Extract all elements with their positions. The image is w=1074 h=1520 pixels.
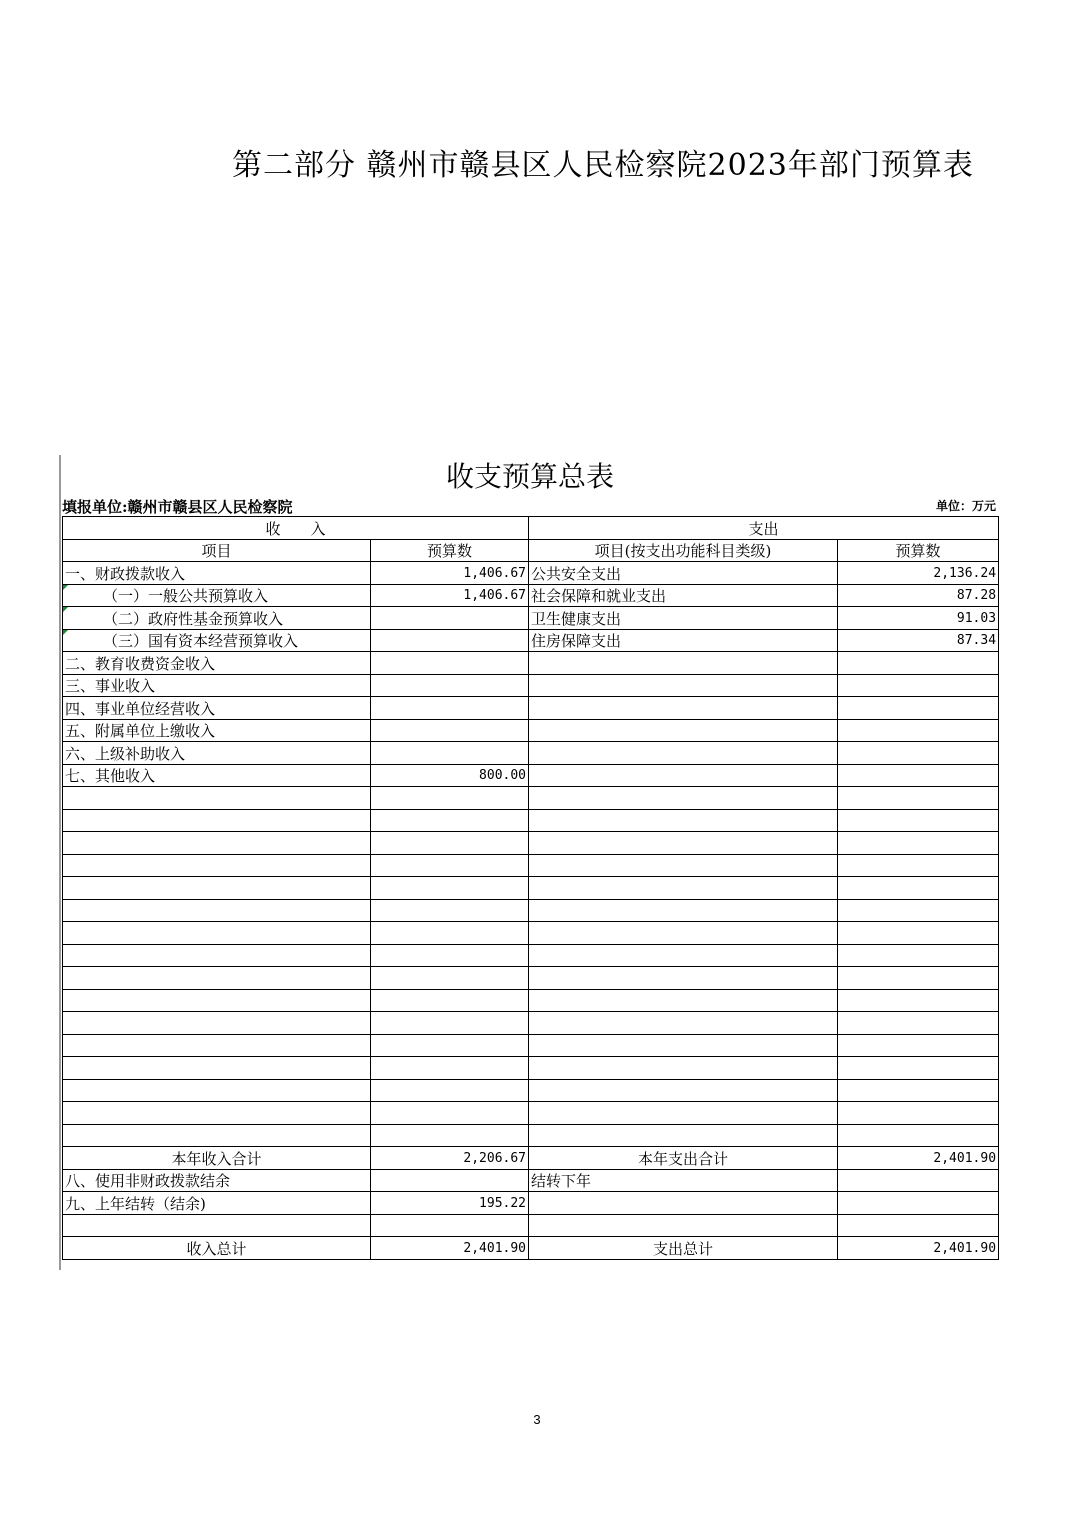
income-amount: [371, 629, 529, 652]
expenditure-amount: [838, 674, 999, 697]
income-amount: 800.00: [371, 764, 529, 787]
expenditure-item: 卫生健康支出: [529, 607, 838, 630]
empty-row: [63, 854, 999, 877]
empty-row: [63, 1079, 999, 1102]
prior-year-carryover-label: 九、上年结转（结余): [63, 1192, 371, 1215]
expenditure-amount: [838, 1192, 999, 1215]
non-fiscal-balance-amount: [371, 1169, 529, 1192]
carry-next-year-amount: [838, 1169, 999, 1192]
expenditure-item: [529, 742, 838, 765]
table-row: [63, 562, 999, 585]
empty-row: [63, 787, 999, 810]
expenditure-section-header: 支出: [529, 517, 999, 540]
table-row: [63, 1169, 999, 1192]
income-item: 六、上级补助收入: [63, 742, 371, 765]
expenditure-amount: 87.34: [838, 629, 999, 652]
expenditure-item: [529, 697, 838, 720]
empty-row: [63, 1214, 999, 1237]
expenditure-amount: 91.03: [838, 607, 999, 630]
expenditure-item: [529, 652, 838, 675]
table-row: [63, 1192, 999, 1215]
income-item: 二、教育收费资金收入: [63, 652, 371, 675]
income-item: （一）一般公共预算收入: [63, 584, 371, 607]
expenditure-amount: [838, 764, 999, 787]
header-row-sections: [63, 517, 999, 540]
empty-row: [63, 922, 999, 945]
empty-row: [63, 1057, 999, 1080]
expenditure-year-total-label: 本年支出合计: [529, 1147, 838, 1170]
expenditure-budget-header: 预算数: [838, 539, 999, 562]
empty-row: [63, 899, 999, 922]
empty-row: [63, 877, 999, 900]
expenditure-amount: [838, 742, 999, 765]
income-amount: 1,406.67: [371, 584, 529, 607]
income-budget-header: 预算数: [371, 539, 529, 562]
income-amount: [371, 719, 529, 742]
income-grand-total-label: 收入总计: [63, 1237, 371, 1260]
expenditure-item-header: 项目(按支出功能科目类级): [529, 539, 838, 562]
empty-row: [63, 967, 999, 990]
table-row: [63, 652, 999, 675]
income-amount: [371, 697, 529, 720]
table-row: [63, 719, 999, 742]
income-item: 五、附属单位上缴收入: [63, 719, 371, 742]
empty-row: [63, 832, 999, 855]
reporting-unit: 填报单位:赣州市赣县区人民检察院: [62, 498, 293, 516]
income-amount: [371, 607, 529, 630]
expenditure-grand-total-amount: 2,401.90: [838, 1237, 999, 1260]
income-year-total-amount: 2,206.67: [371, 1147, 529, 1170]
table-row: [63, 629, 999, 652]
empty-row: [63, 1034, 999, 1057]
income-item: 一、财政拨款收入: [63, 562, 371, 585]
expenditure-item: [529, 719, 838, 742]
expenditure-amount: 87.28: [838, 584, 999, 607]
income-item: （二）政府性基金预算收入: [63, 607, 371, 630]
expenditure-item: [529, 674, 838, 697]
income-grand-total-amount: 2,401.90: [371, 1237, 529, 1260]
income-item: 三、事业收入: [63, 674, 371, 697]
empty-row: [63, 944, 999, 967]
expenditure-item: 公共安全支出: [529, 562, 838, 585]
expenditure-year-total-amount: 2,401.90: [838, 1147, 999, 1170]
income-item: 七、其他收入: [63, 764, 371, 787]
left-margin-rule: [59, 455, 61, 1270]
income-section-header: 收 入: [63, 517, 529, 540]
table-row: [63, 674, 999, 697]
budget-summary-table: [62, 516, 999, 1260]
currency-unit: 单位：万元: [935, 499, 996, 513]
expenditure-amount: 2,136.24: [838, 562, 999, 585]
expenditure-item: 社会保障和就业支出: [529, 584, 838, 607]
empty-row: [63, 1124, 999, 1147]
empty-row: [63, 809, 999, 832]
expenditure-amount: [838, 652, 999, 675]
prior-year-carryover-amount: 195.22: [371, 1192, 529, 1215]
expenditure-item: 住房保障支出: [529, 629, 838, 652]
income-amount: 1,406.67: [371, 562, 529, 585]
income-year-total-label: 本年收入合计: [63, 1147, 371, 1170]
income-amount: [371, 742, 529, 765]
empty-row: [63, 1102, 999, 1125]
table-row: [63, 584, 999, 607]
table-row: [63, 697, 999, 720]
income-item: （三）国有资本经营预算收入: [63, 629, 371, 652]
income-amount: [371, 674, 529, 697]
expenditure-item: [529, 1192, 838, 1215]
empty-row: [63, 1012, 999, 1035]
header-row-columns: [63, 539, 999, 562]
income-item-header: 项目: [63, 539, 371, 562]
document-title: 第二部分 赣州市赣县区人民检察院2023年部门预算表: [232, 148, 974, 183]
table-row: [63, 764, 999, 787]
table-row: [63, 742, 999, 765]
table-row: [63, 607, 999, 630]
income-amount: [371, 652, 529, 675]
expenditure-grand-total-label: 支出总计: [529, 1237, 838, 1260]
table-title: 收支预算总表: [445, 460, 614, 493]
page-number: 3: [533, 1412, 541, 1427]
non-fiscal-balance-label: 八、使用非财政拨款结余: [63, 1169, 371, 1192]
year-total-row: [63, 1147, 999, 1170]
grand-total-row: [63, 1237, 999, 1260]
carry-next-year-label: 结转下年: [529, 1169, 838, 1192]
income-item: 四、事业单位经营收入: [63, 697, 371, 720]
expenditure-amount: [838, 719, 999, 742]
expenditure-amount: [838, 697, 999, 720]
empty-row: [63, 989, 999, 1012]
expenditure-item: [529, 764, 838, 787]
